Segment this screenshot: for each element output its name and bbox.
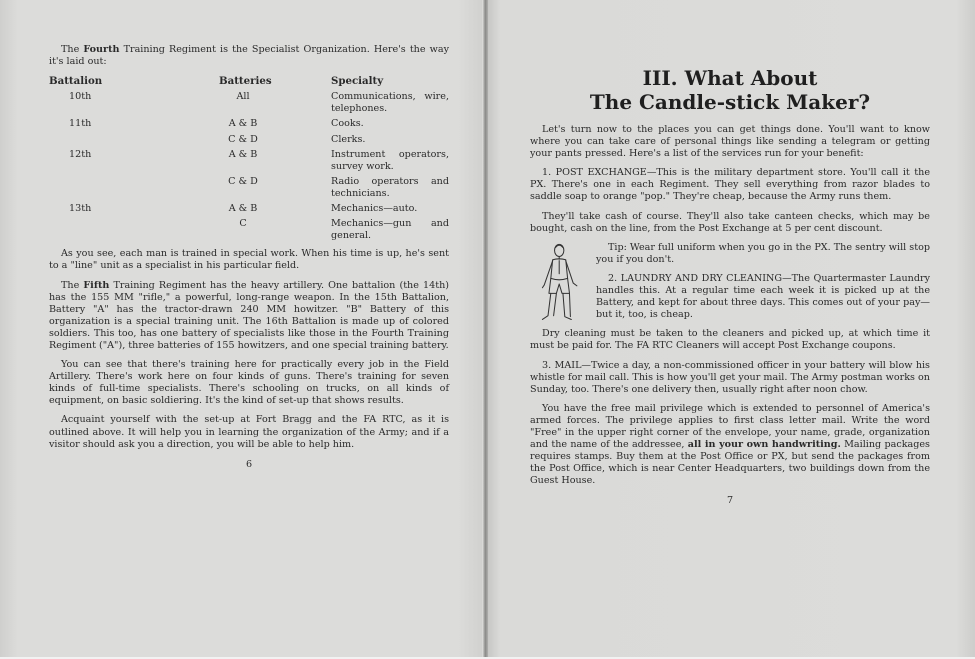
right-page-column (530, 66, 930, 508)
batteries-value: C & D (228, 133, 258, 145)
free-mail-paragraph (530, 403, 930, 488)
table-row (49, 91, 449, 115)
specialty-cell: Mechanics—gun and general. (331, 218, 449, 242)
table-body (49, 91, 449, 242)
intro-paragraph (49, 44, 449, 68)
batteries-cell (219, 149, 331, 173)
battalion-cell: 11th (69, 118, 92, 130)
batteries-cell (219, 91, 331, 115)
batteries-cell (219, 203, 331, 215)
you-can-see-paragraph: You can see that there's training here for practically every job in the Field Artillery. There's work here on four kinds of guns. There's training for seven kinds of full-time specialists. There's schooling on trucks, on all kinds of equipment, on basic soldiering. It's the kind of set-up that shows results. (49, 359, 449, 407)
acquaint-paragraph: Acquaint yourself with the set-up at Fort Bragg and the FA RTC, as it is outlined above. It will help you in learning the organization of the Army; and if a visitor should ask you a direction, you will be able to help him. (49, 414, 449, 450)
batteries-value: C (239, 218, 247, 230)
soldier-illustration-icon (534, 242, 590, 326)
batteries-cell (219, 134, 331, 146)
post-exchange-paragraph: 1. POST EXCHANGE—This is the military department store. You'll call it the PX. There's one in each Regiment. They sell everything from razor blades to saddle soap to orange "pop." They're cheap, because the Army runs them. (530, 167, 930, 203)
batteries-value: A & B (228, 118, 258, 130)
specialty-cell: Instrument operators, survey work. (331, 148, 449, 172)
table-row (49, 149, 449, 173)
cash-paragraph: They'll take cash of course. They'll also take canteen checks, which may be bought, cash on the line, from the Post Exchange at 5 per cent discount. (530, 210, 930, 234)
free-mail-text-bold: all in your own handwriting. (687, 439, 841, 451)
table-row (49, 134, 449, 146)
battalion-cell (49, 218, 219, 242)
chapter-title (530, 66, 930, 114)
tip-paragraph: Tip: Wear full uniform when you go in the PX. The sentry will stop you if you don't. (596, 241, 930, 265)
header-batteries: Batteries (219, 75, 272, 88)
free-mail-text-pre: You have the free mail privilege which is extended to personnel of America's armed forces. The privilege applies to first class letter mail. Write the word "Free" in the upper right corner of the envelope, your name, grade, organization and the name of the addressee, (530, 402, 930, 451)
batteries-value: All (236, 91, 250, 103)
page-number-right: 7 (726, 495, 734, 507)
batteries-value: C & D (228, 175, 258, 187)
right-page (486, 0, 975, 659)
specialty-cell: Mechanics—auto. (331, 203, 418, 215)
chapter-title-line-1: III. What About (642, 66, 818, 90)
intro-text-post: Training Regiment is the Specialist Organization. Here's the way it's laid out: (49, 44, 449, 68)
left-page (0, 0, 484, 659)
specialty-cell: Cooks. (331, 118, 364, 130)
header-battalion: Battalion (49, 75, 103, 88)
specialty-cell: Clerks. (331, 133, 366, 145)
battalion-cell (49, 134, 219, 146)
battalion-cell: 13th (69, 203, 92, 215)
specialty-cell: Radio operators and technicians. (331, 175, 449, 199)
intro-text-pre: The (61, 44, 84, 55)
fifth-text-post: Training Regiment has the heavy artillery. One battalion (the 14th) has the 155 MM "rifle," a powerful, long-range weapon. In the 15th Battalion, Battery "A" has the tractor-drawn 240 MM howitzer. "B" Battery of this organization is a special training unit. The 16th Battalion is made up of colored soldiers. This too, has one battery of specialists like those in the Fourth Training Regiment ("A"), three batteries of 155 howitzers, and one special training battery. (49, 279, 450, 351)
book-gutter (482, 0, 488, 659)
intro-text-bold: Fourth (83, 44, 120, 55)
chapter-title-line-2: The Candle-stick Maker? (589, 90, 871, 114)
fifth-regiment-paragraph (49, 280, 449, 353)
batteries-cell (219, 176, 331, 200)
page-number-left: 6 (245, 458, 253, 470)
table-header (49, 75, 449, 87)
battalion-cell (49, 176, 219, 200)
header-specialty: Specialty (331, 75, 384, 88)
laundry-paragraph: 2. LAUNDRY AND DRY CLEANING—The Quartermaster Laundry handles this. At a regular time each week it is picked up at the Battery, and kept for about three days. This comes out of your pay—but it, too, is cheap. (596, 272, 930, 321)
fifth-text-bold: Fifth (83, 279, 110, 291)
battalion-cell: 10th (69, 91, 92, 103)
battalion-cell: 12th (69, 148, 92, 160)
batteries-cell (219, 118, 331, 130)
dry-cleaning-paragraph: Dry cleaning must be taken to the cleaners and picked up, at which time it must be paid for. The FA RTC Cleaners will accept Post Exchange coupons. (530, 328, 930, 352)
battalion-table (49, 75, 449, 242)
table-row (49, 118, 449, 130)
specialty-cell: Communications, wire, telephones. (331, 91, 449, 115)
table-row (49, 203, 449, 215)
table-row (49, 176, 449, 200)
batteries-cell (219, 218, 331, 242)
left-page-column (49, 44, 449, 471)
mail-paragraph: 3. MAIL—Twice a day, a non-commissioned officer in your battery will blow his whistle for mail call. This is how you'll get your mail. The Army postman works on Sunday, too. There's one delivery then, usually right after noon chow. (530, 359, 930, 395)
batteries-value: A & B (228, 148, 258, 160)
table-row (49, 218, 449, 242)
free-mail-text-post: Mailing packages requires stamps. Buy them at the Post Office or PX, but send the packages from the Post Office, which is near Center Headquarters, two buildings down from the Guest House. (530, 439, 930, 487)
lets-turn-paragraph: Let's turn now to the places you can get things done. You'll want to know where you can take care of personal things like sending a telegram or getting your pants pressed. Here's a list of the services run for your benefit: (530, 124, 930, 160)
fifth-text-pre: The (61, 279, 84, 291)
as-you-see-paragraph: As you see, each man is trained in special work. When his time is up, he's sent to a "line" unit as a specialist in his particular field. (49, 248, 449, 272)
batteries-value: A & B (228, 203, 258, 215)
